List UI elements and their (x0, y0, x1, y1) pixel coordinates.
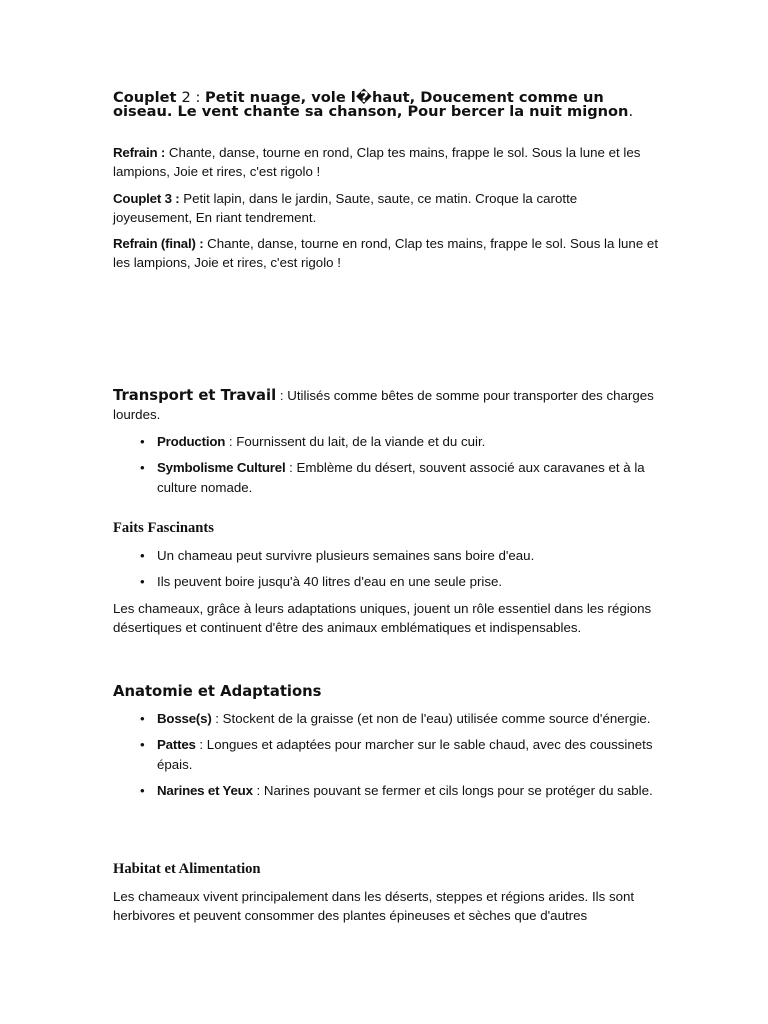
transport-text: : Utilisés comme bêtes de somme pour transporter des charges lourdes. (113, 388, 654, 423)
item-text: : Fournissent du lait, de la viande et du cuir. (225, 434, 486, 449)
couplet-2-number: 2 (181, 89, 191, 106)
item-label: Narines et Yeux (157, 783, 253, 799)
habitat-heading-block (113, 861, 658, 878)
list-item (113, 546, 658, 565)
faits-conclusion (113, 599, 658, 638)
list-item (113, 709, 658, 728)
item-text: Ils peuvent boire jusqu'à 40 litres d'eau en une seule prise. (157, 574, 503, 590)
refrain-label: Refrain : (113, 145, 166, 160)
couplet-3-text: Petit lapin, dans le jardin, Saute, saute, ce matin. Croque la carotte joyeusement, En riant tendrement. (113, 191, 578, 226)
list-item (113, 781, 658, 800)
list-item (113, 572, 658, 591)
refrain-final-text: Chante, danse, tourne en rond, Clap tes mains, frappe le sol. Sous la lune et les lampions, Joie et rires, c'est rigolo ! (113, 236, 659, 271)
refrain (113, 143, 658, 182)
item-label: Production (157, 434, 226, 449)
habitat-text-block (113, 887, 658, 926)
habitat-text: Les chameaux vivent principalement dans les déserts, steppes et régions arides. Ils sont herbivores et peuvent consommer des plantes épineuses et sèches que d'autres (113, 889, 635, 924)
item-text: Un chameau peut survivre plusieurs semaines sans boire d'eau. (157, 548, 535, 563)
couplet-2 (113, 91, 658, 119)
couplet-2-separator: : (190, 89, 206, 106)
faits-heading: Faits Fascinants (113, 520, 214, 536)
item-text: : Emblème du désert, souvent associé aux caravanes et à la culture nomade. (157, 460, 645, 495)
habitat-heading: Habitat et Alimentation (113, 861, 261, 877)
faits-list (113, 546, 658, 592)
bullet-icon: • (140, 460, 145, 476)
transport-heading: Transport et Travail (113, 387, 277, 404)
couplet-2-end: . (628, 103, 634, 120)
bullet-icon: • (140, 711, 145, 726)
item-text: : Longues et adaptées pour marcher sur le sable chaud, avec des coussinets épais. (157, 737, 653, 772)
list-item (113, 432, 658, 451)
item-label: Pattes (157, 737, 196, 753)
list-item (113, 735, 658, 774)
faits-heading-block (113, 520, 658, 537)
transport-section (113, 386, 658, 425)
couplet-2-label: Couplet (113, 89, 177, 106)
bullet-icon: • (140, 737, 145, 753)
list-item (113, 458, 658, 497)
item-label: Bosse(s) (157, 711, 212, 726)
anatomie-heading: Anatomie et Adaptations (113, 683, 322, 700)
couplet-2-lyrics: Petit nuage, vole l�haut, Doucement comme un oiseau. Le vent chante sa chanson, Pour bercer la nuit mignon (113, 89, 629, 120)
anatomie-heading-block (113, 683, 658, 700)
conclusion-text: Les chameaux, grâce à leurs adaptations uniques, jouent un rôle essentiel dans les régions désertiques et continuent d'être des animaux emblématiques et indispensables. (113, 601, 652, 636)
bullet-icon: • (140, 574, 145, 590)
refrain-text: Chante, danse, tourne en rond, Clap tes mains, frappe le sol. Sous la lune et les lampions, Joie et rires, c'est rigolo ! (113, 145, 641, 180)
bullet-icon: • (140, 434, 145, 449)
couplet-2-text (113, 91, 658, 119)
item-text: : Stockent de la graisse (et non de l'eau) utilisée comme source d'énergie. (211, 711, 651, 726)
bullet-icon: • (140, 548, 145, 563)
transport-list (113, 432, 658, 497)
refrain-final (113, 234, 658, 273)
couplet-3 (113, 189, 658, 228)
anatomie-list (113, 709, 658, 801)
refrain-final-label: Refrain (final) : (113, 236, 204, 251)
couplet-3-label: Couplet 3 : (113, 191, 180, 206)
item-label: Symbolisme Culturel (157, 460, 286, 476)
bullet-icon: • (140, 783, 145, 799)
item-text: : Narines pouvant se fermer et cils longs pour se protéger du sable. (252, 783, 653, 799)
